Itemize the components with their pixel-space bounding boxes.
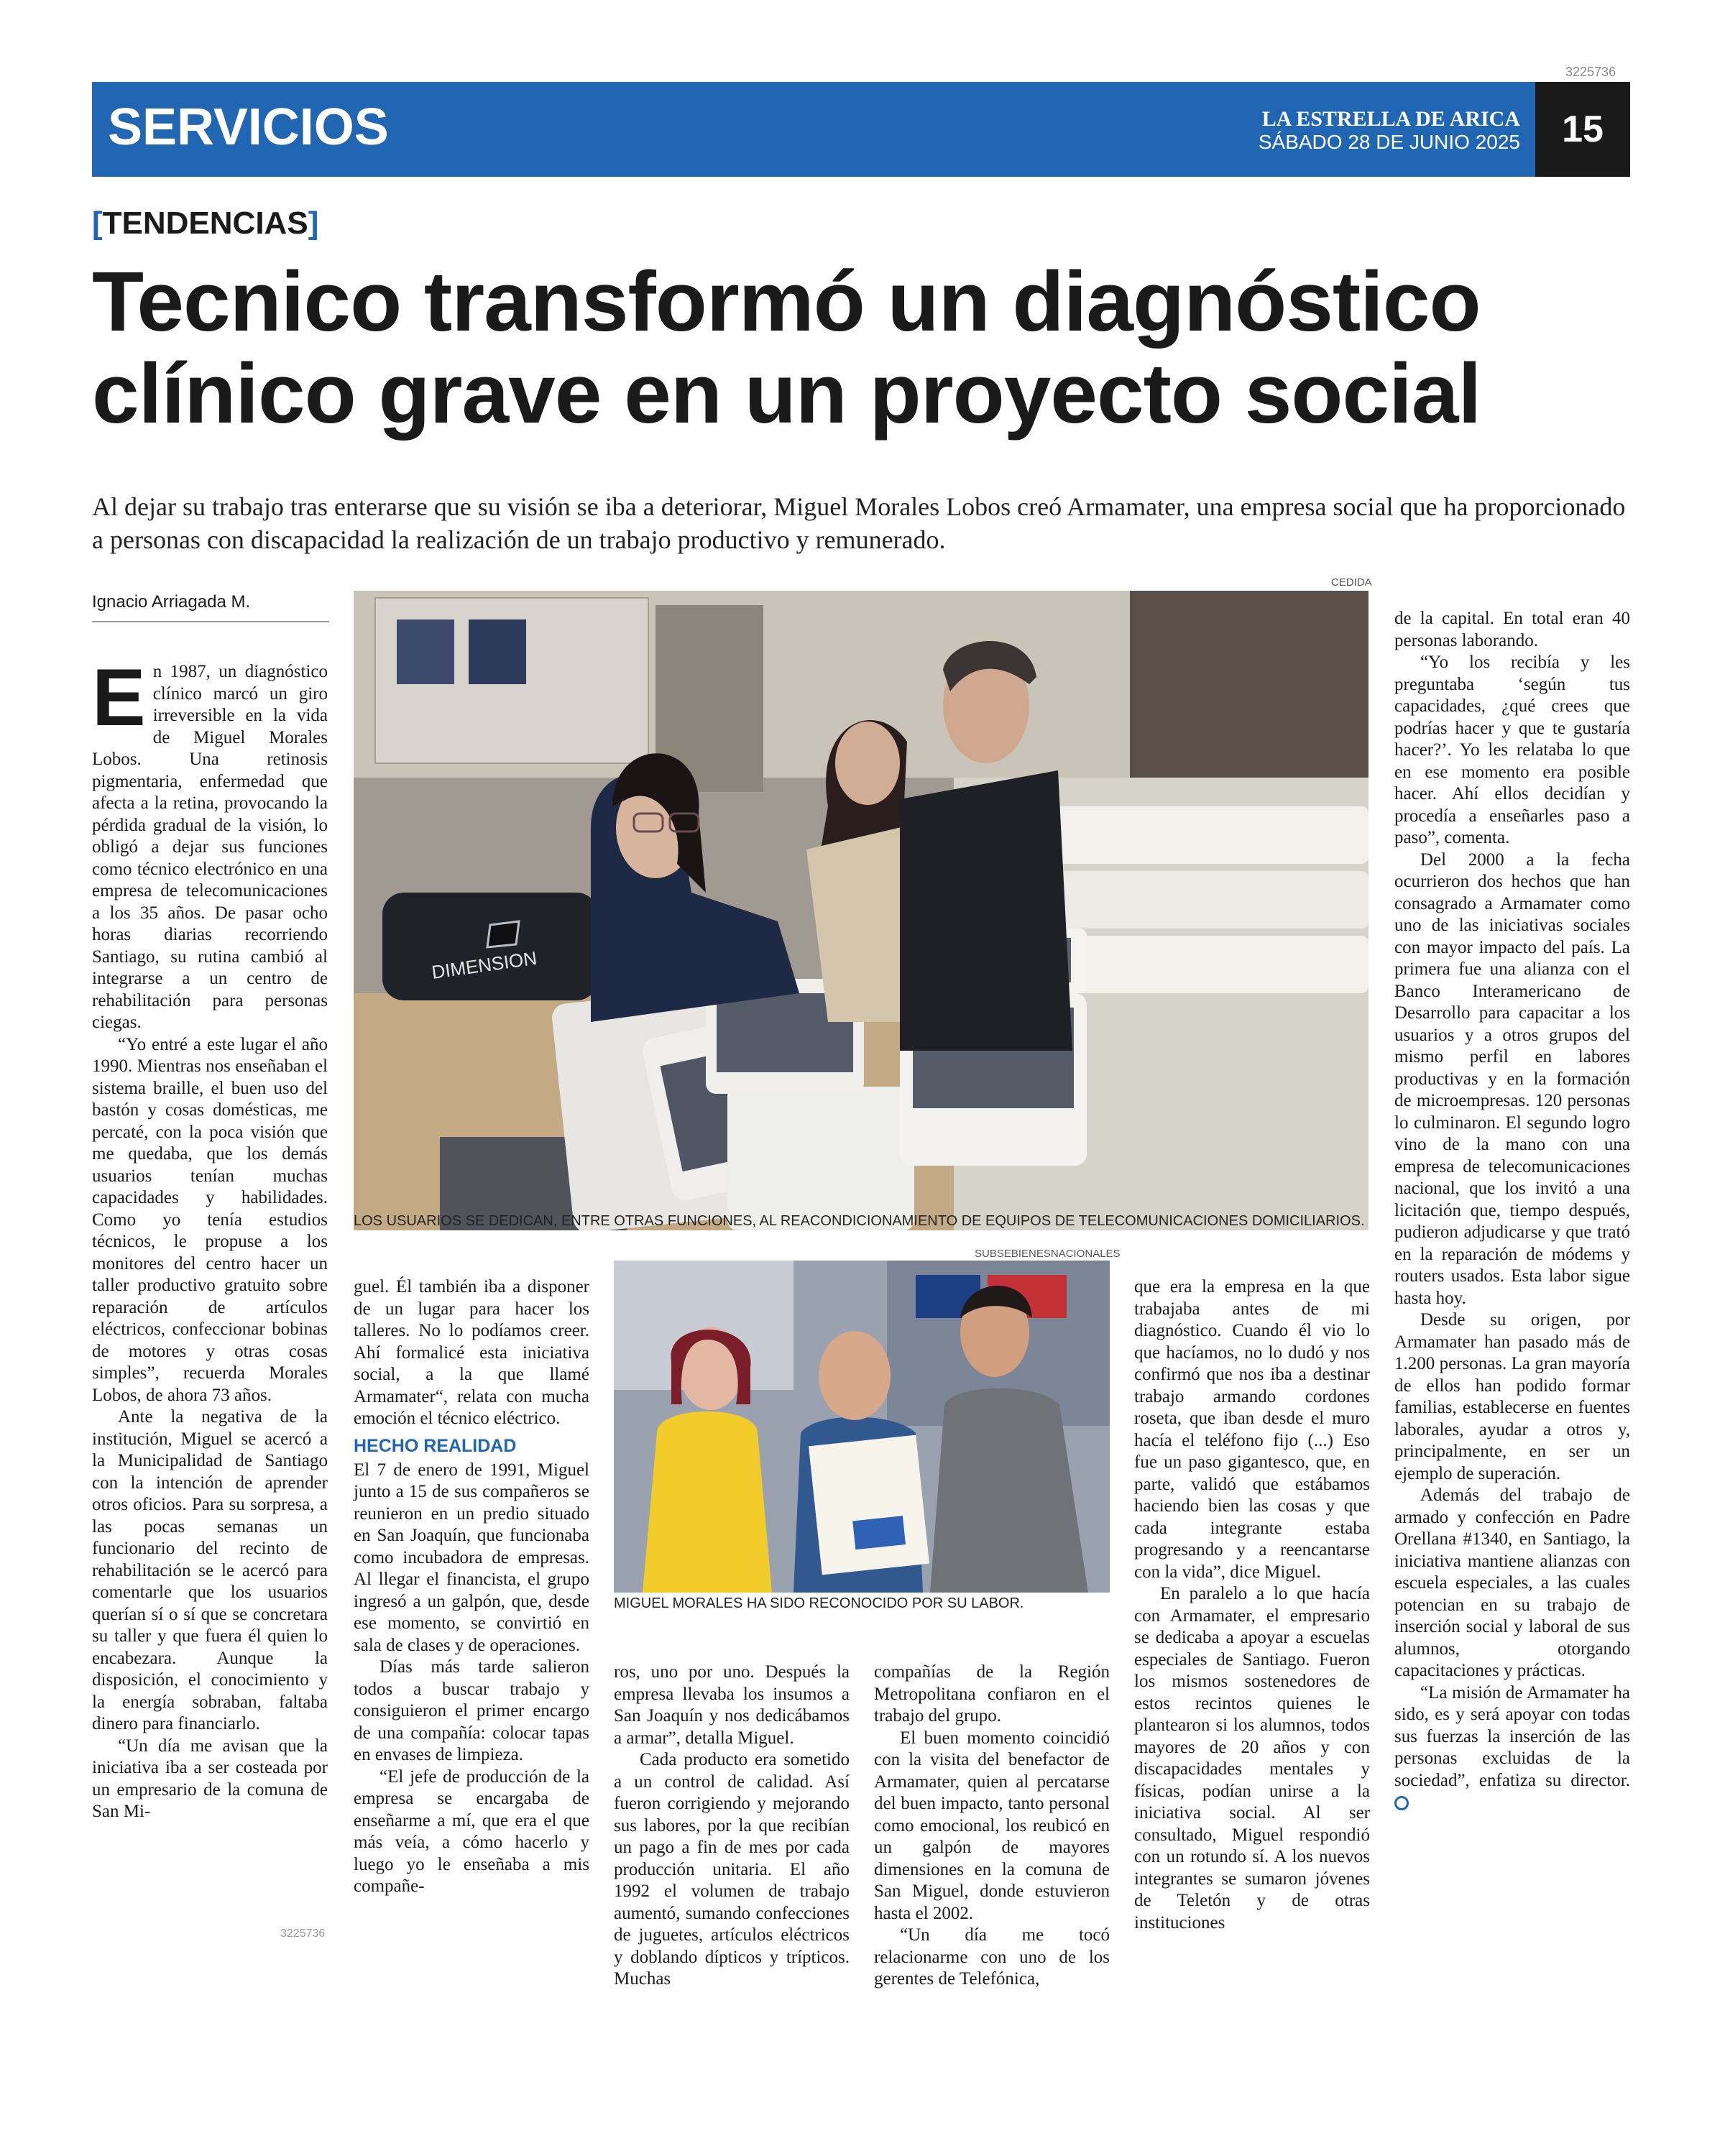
column-2: [354, 1276, 589, 1898]
section-title: SERVICIOS: [108, 98, 389, 156]
col3-paragraph-1: ros, uno por uno. Después la empresa llevaba los insumos a San Joaquín y nos dedicábamos a armar”, detalla Miguel.: [614, 1662, 850, 1748]
award-photo: [614, 1261, 1110, 1593]
main-photo: [354, 591, 1368, 1230]
col6-paragraph-1: de la capital. En total eran 40 personas laborando.: [1394, 609, 1630, 650]
col6-paragraph-4: Desde su origen, por Armamater han pasado más de 1.200 personas. La gran mayoría de ellos han podido formar familias, establecerse en fuentes laborales, ayudar a otros y, principalmente, en ser un ejemplo de superación.: [1394, 1310, 1630, 1483]
dropcap: E: [92, 653, 146, 742]
col3-paragraph-2: Cada producto era sometido a un control de calidad. Así fueron corrigiendo y mejorando sus labores, por la que recibían un pago a fin de mes por cada producción unitaria. El año 1992 el volumen de trabajo aumentó, sumando confecciones de juguetes, artículos eléctricos y doblando dípticos y trípticos. Muchas: [614, 1750, 850, 1989]
kicker-label: TENDENCIAS: [102, 206, 308, 241]
col4-paragraph-3: “Un día me tocó relacionarme con uno de los gerentes de Telefónica,: [874, 1925, 1110, 1989]
column-6: [1394, 608, 1630, 1814]
col2-subhead: HECHO REALIDAD: [354, 1435, 517, 1456]
col2-paragraph-4: “El jefe de producción de la empresa se encargaba de enseñarme a mí, que era el que más veía, a cómo hacerlo y luego yo le enseñaba a mis compañe-: [354, 1766, 589, 1896]
photo2-credit: SUBSEBIENESNACIONALES: [975, 1248, 1121, 1260]
box-brand-text: DIMENSION: [430, 946, 538, 983]
photo1-caption: LOS USUARIOS SE DEDICAN, ENTRE OTRAS FUNCIONES, AL REACONDICIONAMIENTO DE EQUIPOS DE TELECOMUNICACIONES DOMICILIARIOS.: [354, 1213, 1365, 1229]
byline-rule: [92, 621, 329, 622]
publication-block: [1259, 108, 1520, 154]
col4-paragraph-1: compañías de la Región Metropolitana confiaron en el trabajo del grupo.: [874, 1662, 1110, 1726]
col6-paragraph-2: “Yo los recibía y les preguntaba ‘según tus capacidades, ¿qué crees que podrías hacer y que te gustaría hacer?’. Yo les relataba lo que en ese momento era posible hacer. Ahí ellos decidían y procedía a enseñarles paso a paso”, comenta.: [1394, 653, 1630, 847]
page-number: 15: [1535, 82, 1630, 177]
dek: Al dejar su trabajo tras enterarse que su visión se iba a deteriorar, Miguel Morales Lobos creó Armamater, una empresa social que ha proporcionado a personas con discapacidad la realización de un trabajo productivo y remunerado.: [92, 492, 1626, 554]
publication-date: SÁBADO 28 DE JUNIO 2025: [1258, 131, 1520, 153]
kicker: [TENDENCIAS]: [92, 206, 319, 241]
col2-paragraph-2: El 7 de enero de 1991, Miguel junto a 15 de sus compañeros se reunieron en un predio situado en San Joaquín, que funcionaba como incubadora de empresas. Al llegar el financista, el grupo ingresó a un galpón, que, desde ese momento, se convirtió en sala de clases y de operaciones.: [354, 1460, 589, 1655]
column-3: [614, 1662, 850, 1991]
col5-paragraph-2: En paralelo a lo que hacía con Armamater, el empresario se dedicaba a apoyar a escuelas especiales de Santiago. Fueron los mismos sostenedores de estos recintos quienes le plantearon si los alumnos, todos mayores de 20 años y con discapacidades mentales y físicas, podían unirse a la iniciativa social. Al ser consultado, Miguel respondió con un rotundo sí. A los nuevos integrantes se sumaron jóvenes de Teletón y de otras instituciones: [1134, 1584, 1370, 1932]
column-4: [874, 1662, 1110, 1991]
col5-paragraph-1: que era la empresa en la que trabajaba antes de mi diagnóstico. Cuando él vio lo que hacíamos, no lo dudó y nos confirmó que nos iba a destinar trabajo armando cordones roseta, que iban desde el muro hacía el teléfono fijo (...) Eso fue un paso gigantesco, que, en parte, validó que estábamos haciendo bien las cosas y que cada integrante estaba progresando y a reencantarse con la vida”, dice Miguel.: [1134, 1277, 1370, 1582]
column-5: [1134, 1276, 1370, 1934]
col1-paragraph-3: Ante la negativa de la institución, Miguel se acercó a la Municipalidad de Santiago con la intención de aprender otros oficios. Para su sorpresa, a las pocas semanas un funcionario del recinto de rehabilitación se le acercó para comentarle que los usuarios querían sí o sí que se concretara su taller y que fuera él quien lo encabezara. Aunque la disposición, el conocimiento y la energía sobraban, faltaba dinero para financiarlo.: [92, 1407, 328, 1733]
publication-name: LA ESTRELLA DE ARICA: [1261, 107, 1520, 131]
end-of-article-icon: [1394, 1796, 1409, 1810]
col1-paragraph-4: “Un día me avisan que la iniciativa iba a ser costeada por un empresario de la comuna de San Mi-: [92, 1736, 328, 1821]
col1-paragraph-2: “Yo entré a este lugar el año 1990. Mientras nos enseñaban el sistema braille, el buen uso del bastón y cosas domésticas, me percaté, con la poca visión que me quedaba, que los demás usuarios tenían muchas capacidades y habilidades. Como yo tenía estudios técnicos, le propuse a los monitores del centro hacer un taller productivo gratuito sobre reparación de artículos eléctricos, confeccionar bobinas de motores y otras cosas simples”, recuerda Morales Lobos, de ahora 73 años.: [92, 1034, 328, 1405]
photo1-credit: CEDIDA: [1331, 576, 1372, 589]
col4-paragraph-2: El buen momento coincidió con la visita del benefactor de Armamater, quien al percatarse del buen impacto, tanto personal como emocional, los reubicó en un galpón de mayores dimensiones en la comuna de San Miguel, donde estuvieron hasta el 2002.: [874, 1728, 1110, 1923]
col6-paragraph-6-text: “La misión de Armamater ha sido, es y será apoyar con todas sus fuerzas la inserción de las personas excluidas de la sociedad”, enfatiza su director.: [1394, 1682, 1630, 1790]
col2-paragraph-3: Días más tarde salieron todos a buscar trabajo y consiguieron el primer encargo de una compañía: colocar tapas en envases de limpieza.: [354, 1657, 589, 1764]
column-1: [92, 653, 328, 1823]
headline: Tecnico transformó un diagnóstico clínico grave en un proyecto social: [92, 254, 1481, 441]
footer-clip-id: 3225736: [280, 1927, 326, 1940]
col6-paragraph-5: Además del trabajo de armado y confección en Padre Orellana #1340, en Santiago, la iniciativa mantiene alianzas con escuela especiales, a las cuales potencian en su trabajo de inserción social y laboral de sus alumnos, otorgando capacitaciones y prácticas.: [1394, 1485, 1630, 1680]
col1-paragraph-1: [92, 653, 328, 1034]
photo2-caption: MIGUEL MORALES HA SIDO RECONOCIDO POR SU LABOR.: [614, 1595, 1024, 1611]
col6-paragraph-3: Del 2000 a la fecha ocurrieron dos hechos que han consagrado a Armamater como uno de las iniciativas sociales con mayor impacto del país. La primera fue una alianza con el Banco Interamericano de Desarrollo para capacitar a los usuarios y a otros grupos del mismo perfil en labores productivas y en la formación de microempresas. 120 personas lo culminaron. El segundo logro vino de la mano con una empresa de telecomunicaciones nacional, que los invitó a una licitación que, tiempo después, pudieron adjudicarse y que trató en la reparación de módems y routers usados. Esta labor sigue hasta hoy.: [1394, 849, 1630, 1308]
col2-paragraph-1: guel. Él también iba a disponer de un lugar para hacer los talleres. No lo podíamos creer. Ahí formalicé esta iniciativa social, a la que llamé Armamater“, relata con mucha emoción el técnico eléctrico.: [354, 1277, 589, 1428]
clip-id: 3225736: [1565, 65, 1616, 79]
byline: Ignacio Arriagada M.: [92, 592, 251, 612]
col6-paragraph-6: [1394, 1682, 1630, 1814]
col1-paragraph-1-text: n 1987, un diagnóstico clínico marcó un giro irreversible en la vida de Miguel Morales Lobos. Una retinosis pigmentaria, enfermedad que afecta a la retina, provocando la pérdida gradual de la visión, lo obligó a dejar sus funciones como técnico electrónico en una empresa de telecomunicaciones a los 35 años. De pasar ocho horas diarias recorriendo Santiago, su rutina cambió al integrarse a un centro de rehabilitación para personas ciegas.: [92, 662, 328, 1032]
